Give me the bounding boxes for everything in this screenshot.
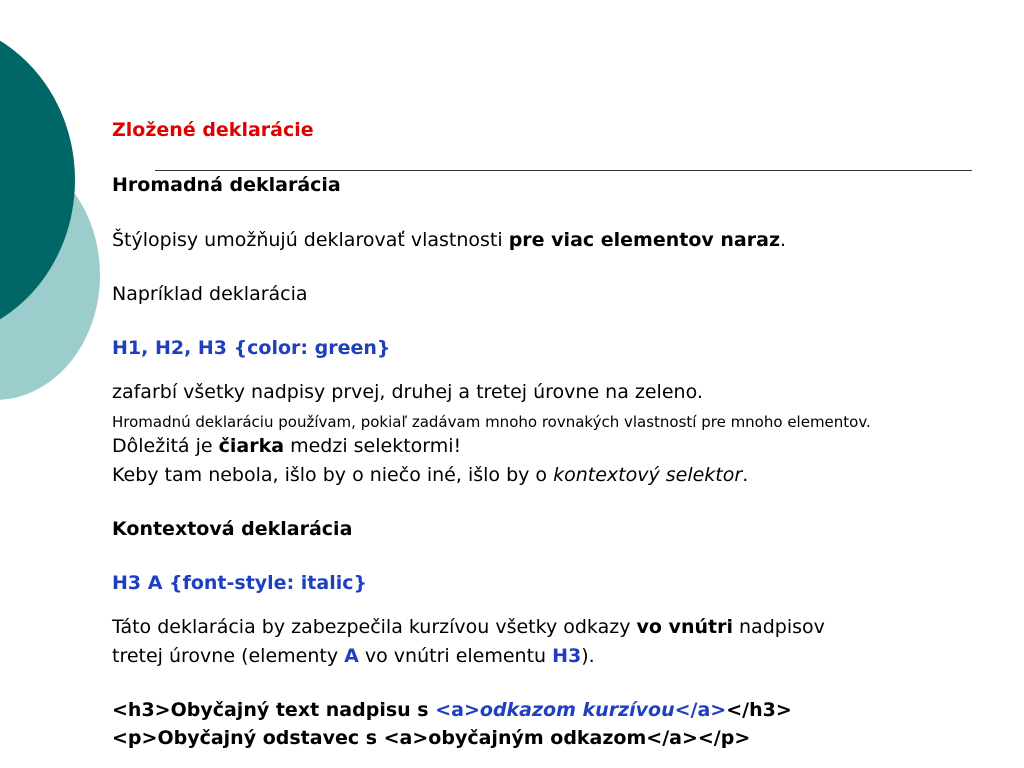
code-a-close: </a> [674,699,727,721]
text: Dôležitá je [112,435,219,457]
bulk-paragraph-6 [112,463,748,487]
text: ). [581,645,595,667]
text: Keby tam nebola, išlo by o niečo iné, išlo by o [112,464,554,486]
bulk-code-example: H1, H2, H3 {color: green} [112,337,391,359]
code-a-open: <a> [435,699,480,721]
code-text: </h3> [726,699,792,721]
bulk-paragraph-2: Napríklad deklarácia [112,283,308,305]
bulk-paragraph-small: Hromadnú deklaráciu používam, pokiaľ zadávam mnoho rovnakých vlastností pre mnoho elementov. [112,413,871,431]
contextual-code-example: H3 A {font-style: italic} [112,572,368,594]
element-h3: H3 [552,645,582,667]
title-divider [155,170,972,171]
italic-term: kontextový selektor [553,464,743,486]
text: . [780,229,787,251]
code-italic-link: odkazom kurzívou [479,699,675,721]
bulk-paragraph-1 [112,228,786,252]
slide-title: Zložené deklarácie [112,119,314,141]
html-example-2: <p>Obyčajný odstavec s <a>obyčajným odkazom</a></p> [112,727,751,749]
element-a: A [344,645,359,667]
text: medzi selektormi! [284,435,462,457]
emphasis: pre viac elementov naraz [508,229,781,251]
text: Štýlopisy umožňujú deklarovať vlastnosti [112,229,509,251]
code-text: <h3>Obyčajný text nadpisu s [112,699,436,721]
text: vo vnútri elementu [358,645,553,667]
contextual-paragraph-1 [112,615,825,639]
emphasis: vo vnútri [636,616,733,638]
text: nadpisov [732,616,825,638]
text: . [742,464,749,486]
bulk-paragraph-5 [112,434,461,458]
emphasis: čiarka [218,435,285,457]
text: tretej úrovne (elementy [112,645,345,667]
text: Táto deklarácia by zabezpečila kurzívou všetky odkazy [112,616,637,638]
section-heading-contextual: Kontextová deklarácia [112,518,353,540]
bulk-paragraph-3: zafarbí všetky nadpisy prvej, druhej a tretej úrovne na zeleno. [112,381,703,403]
section-heading-bulk: Hromadná deklarácia [112,174,341,196]
contextual-paragraph-2 [112,644,595,668]
html-example-1 [112,698,792,722]
